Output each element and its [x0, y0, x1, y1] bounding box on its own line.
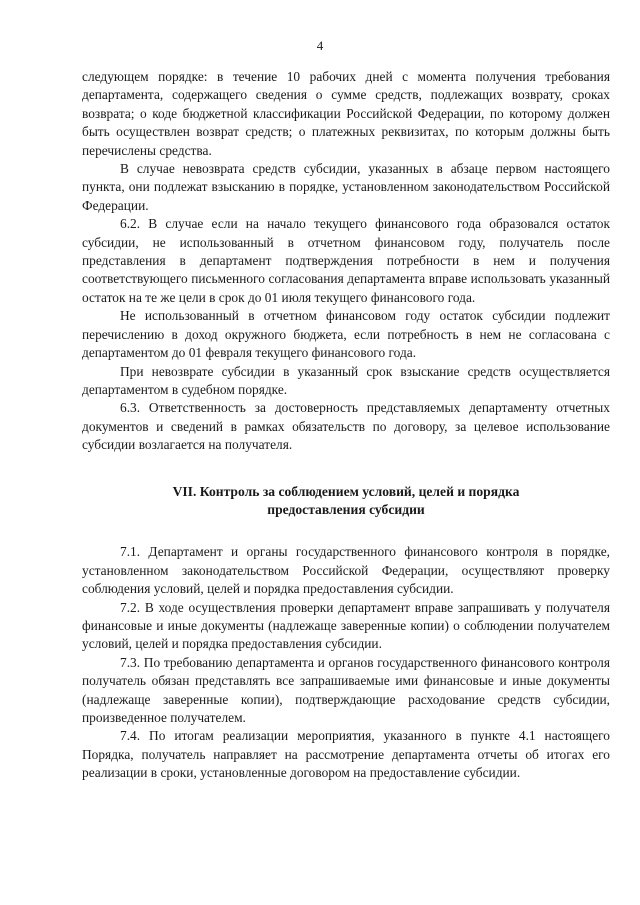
page-number: 4	[316, 38, 324, 53]
paragraph-continuation: следующем порядке: в течение 10 рабочих дней с момента получения требования департамента, содержащего сведения о сумме средств, подлежащих возврату, сроках возврата; о коде бюджетной классификации Российской Федерации, по которому должен быть осуществлен возврат средств; о платежных реквизитах, по которым должны быть перечислены средства.	[82, 69, 610, 158]
paragraph-6-2: 6.2. В случае если на начало текущего финансового года образовался остаток субсидии, не использованный в отчетном финансовом году, получатель после представления в департамент подтверждения потребности в нем и получения соответствующего письменного согласования департамента вправе использовать указанный остаток на те же цели в срок до 01 июля текущего финансового года.	[82, 216, 610, 305]
paragraph-7-3: 7.3. По требованию департамента и органов государственного финансового контроля получатель обязан представлять все запрашиваемые ими финансовые и иные документы (надлежаще заверенные копии), подтверждающие расходование средств субсидии, произведенное получателем.	[82, 654, 610, 725]
paragraph-7-2: 7.2. В ходе осуществления проверки департамент вправе запрашивать у получателя финансовые и иные документы (надлежаще заверенные копии) о соблюдении получателем условий, целей и порядка предоставления субсидии.	[82, 599, 610, 652]
section-heading-line-1: VII. Контроль за соблюдением условий, целей и порядка	[172, 483, 520, 499]
paragraph-unused-balance: Не использованный в отчетном финансовом году остаток субсидии подлежит перечислению в доход окружного бюджета, если потребность в нем не согласована с департаментом до 01 февраля текущего финансового года.	[82, 308, 610, 361]
paragraph-nonreturn-recovery: В случае невозврата средств субсидии, указанных в абзаце первом настоящего пункта, они подлежат взысканию в порядке, установленном законодательством Российской Федерации.	[82, 161, 610, 213]
section-heading-vii	[82, 483, 610, 520]
paragraph-7-1: 7.1. Департамент и органы государственного финансового контроля в порядке, установленном законодательством Российской Федерации, осуществляют проверку соблюдения условий, целей и порядка предоставления субсидии.	[82, 544, 610, 597]
paragraph-court-recovery: При невозврате субсидии в указанный срок взыскание средств осуществляется департаментом в судебном порядке.	[82, 363, 610, 397]
section-heading-line-2: предоставления субсидии	[267, 501, 425, 517]
document-body	[82, 68, 610, 783]
paragraph-6-3: 6.3. Ответственность за достоверность представляемых департаменту отчетных документов и сведений в рамках обязательств по договору, за целевое использование субсидии возлагается на получателя.	[82, 400, 610, 453]
paragraph-7-4: 7.4. По итогам реализации мероприятия, указанного в пункте 4.1 настоящего Порядка, получатель направляет на рассмотрение департамента отчеты об итогах его реализации в сроки, установленные договором на предоставление субсидии.	[82, 728, 610, 781]
